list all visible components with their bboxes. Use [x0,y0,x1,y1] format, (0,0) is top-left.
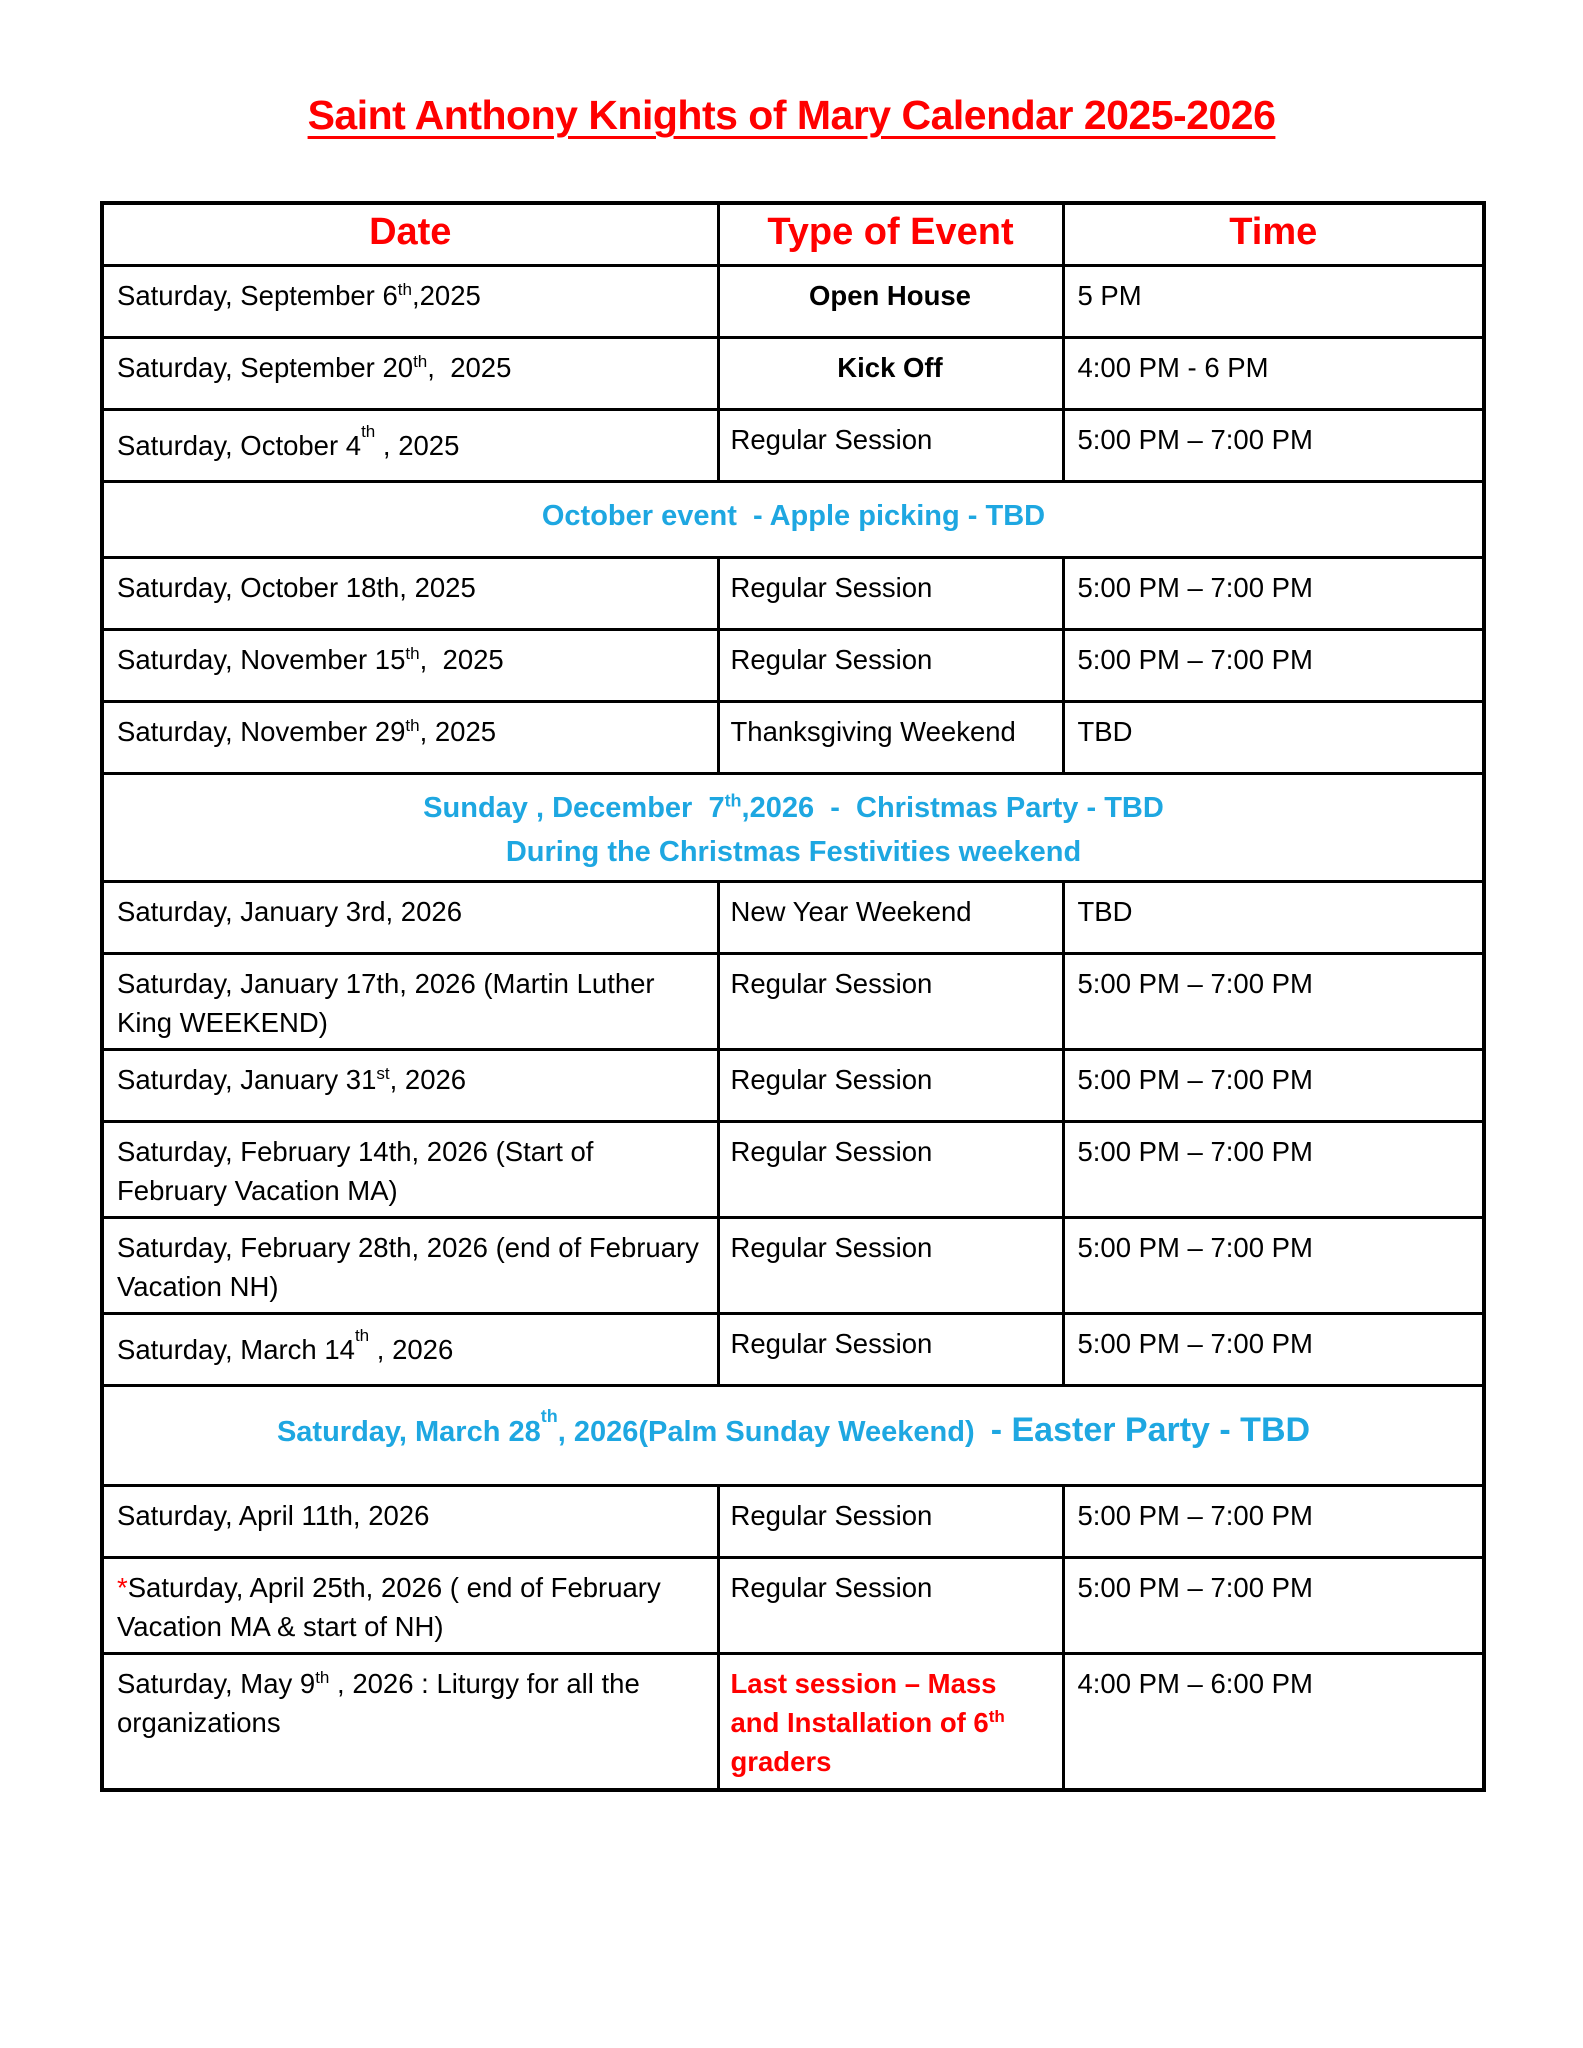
date-cell [102,1654,718,1790]
time-cell [1063,630,1484,702]
text-run: During the Christmas Festivities weekend [505,835,1082,868]
text-run: TBD [1077,716,1133,747]
table-header [102,203,1484,266]
date-cell [102,1314,718,1386]
text-run: Saturday, October 4 [117,429,362,461]
text-run: 5:00 PM – 7:00 PM [1077,644,1313,675]
time-cell [1063,954,1484,1050]
superscript-text: th [361,422,376,441]
text-run: Saturday, March 14 [117,1334,355,1366]
time-cell [1063,1314,1484,1386]
text-run: Kick Off [837,352,943,383]
text-run: October event - Apple picking - TBD [541,500,1046,532]
superscript-text: th [315,1668,330,1688]
banner-line [117,831,1470,875]
banner-cell [102,1386,1484,1486]
text-run: , 2025 [375,429,460,461]
date-cell [102,1558,718,1654]
text-run: Regular Session [730,968,933,999]
text-run: , 2025 [427,352,512,383]
text-run: graders [730,1707,1013,1778]
page-title: Saint Anthony Knights of Mary Calendar 2025-2026 [307,92,1276,138]
time-cell [1063,702,1484,774]
text-run: Last session – Mass and Installation of 6 [730,1668,1005,1739]
superscript-text: th [354,1326,370,1346]
text-run: Saturday, February 14th, 2026 (Start of February Vacation MA) [117,1136,602,1207]
time-cell [1063,1558,1484,1654]
text-run: 5:00 PM – 7:00 PM [1077,968,1313,999]
banner-line [117,787,1470,831]
text-run: 4:00 PM – 6:00 PM [1077,1668,1313,1700]
event-cell [718,338,1063,410]
row-november-15 [102,630,1484,702]
row-october-4 [102,410,1484,482]
text-run: Regular Session [730,572,933,603]
event-cell [718,410,1063,482]
title-wrap [0,0,1583,139]
row-november-29 [102,702,1484,774]
text-run: ,2026 - Christmas Party - TBD [741,792,1164,824]
text-run: , 2025 [419,644,504,675]
row-april-25 [102,1558,1484,1654]
event-cell [718,702,1063,774]
row-september-20 [102,338,1484,410]
time-cell [1063,1486,1484,1558]
text-run: Saturday, February 28th, 2026 (end of February Vacation NH) [117,1232,707,1303]
column-header-type-of-event: Type of Event [718,203,1063,266]
time-cell [1063,266,1484,338]
column-header-date: Date [102,203,718,266]
text-run: TBD [1077,896,1133,927]
text-run: Saturday, September 20 [117,352,414,383]
text-run: Saturday, January 17th, 2026 (Martin Luther King WEEKEND) [117,968,663,1039]
row-may-9 [102,1654,1484,1790]
event-cell [718,882,1063,954]
text-run: 5:00 PM – 7:00 PM [1077,1232,1313,1264]
text-run: 5:00 PM – 7:00 PM [1077,1572,1313,1604]
date-cell [102,558,718,630]
text-run: 5 PM [1077,280,1142,311]
text-run: - Easter Party - TBD [990,1411,1311,1450]
time-cell [1063,1654,1484,1790]
text-run: Regular Session [730,424,933,455]
event-cell [718,1122,1063,1218]
text-run: , 2026 [369,1334,454,1366]
text-run: Saturday, March 28 [276,1416,541,1449]
superscript-text: th [413,351,428,371]
date-cell [102,338,718,410]
banner-cell [102,774,1484,882]
text-run: , 2026 [389,1064,467,1096]
text-run: Saturday, January 3rd, 2026 [117,896,462,927]
row-march-14 [102,1314,1484,1386]
time-cell [1063,1122,1484,1218]
event-cell [718,266,1063,338]
row-january-3 [102,882,1484,954]
superscript-text: th [724,790,742,811]
text-run: Regular Session [730,1064,933,1096]
row-february-28 [102,1218,1484,1314]
text-run: Open House [809,280,971,311]
text-run: 5:00 PM – 7:00 PM [1077,1064,1313,1096]
superscript-text: st [376,1063,390,1083]
row-april-11 [102,1486,1484,1558]
time-cell [1063,1050,1484,1122]
text-run: Saturday, May 9 [117,1668,316,1700]
date-cell [102,954,718,1050]
event-cell [718,1314,1063,1386]
event-cell [718,1050,1063,1122]
text-run: Saturday, January 31 [117,1064,377,1096]
date-cell [102,1050,718,1122]
time-cell [1063,882,1484,954]
date-cell [102,1486,718,1558]
event-cell [718,630,1063,702]
text-run: Sunday , December 7 [423,792,725,824]
text-run: New Year Weekend [730,896,972,927]
event-cell [718,954,1063,1050]
text-run: Saturday, April 11th, 2026 [117,1500,430,1532]
date-cell [102,630,718,702]
date-cell [102,702,718,774]
text-run: 5:00 PM – 7:00 PM [1077,572,1313,603]
date-cell [102,882,718,954]
text-run: Regular Session [730,1572,933,1604]
text-run: , 2025 [419,716,497,747]
calendar-table [100,201,1486,1792]
event-cell [718,1218,1063,1314]
banner-line [117,495,1470,539]
banner-october [102,482,1484,558]
text-run: , 2026(Palm Sunday Weekend) [557,1416,991,1449]
superscript-text: th [540,1406,558,1427]
text-run: Regular Session [730,1232,933,1264]
date-cell [102,1218,718,1314]
text-run: * [117,1572,128,1604]
time-cell [1063,410,1484,482]
text-run: Thanksgiving Weekend [730,716,1016,747]
text-run: 5:00 PM – 7:00 PM [1077,1136,1313,1168]
date-cell [102,410,718,482]
banner-easter [102,1386,1484,1486]
time-cell [1063,338,1484,410]
text-run: , 2026 : Liturgy for all the organizations [117,1668,648,1739]
text-run: Saturday, October 18th, 2025 [117,572,476,603]
event-cell [718,558,1063,630]
text-run: Saturday, September 6 [117,280,398,311]
event-cell [718,1654,1063,1790]
row-february-14 [102,1122,1484,1218]
banner-christmas [102,774,1484,882]
event-cell [718,1558,1063,1654]
date-cell [102,266,718,338]
time-cell [1063,1218,1484,1314]
text-run: Regular Session [730,1328,933,1360]
table-body [102,266,1484,1790]
text-run: 5:00 PM – 7:00 PM [1077,1500,1313,1532]
row-january-31 [102,1050,1484,1122]
text-run: ,2025 [411,280,481,311]
text-run: Regular Session [730,1500,933,1532]
banner-line [117,1403,1470,1456]
time-cell [1063,558,1484,630]
text-run: Regular Session [730,1136,933,1168]
text-run: 4:00 PM - 6 PM [1077,352,1269,383]
banner-cell [102,482,1484,558]
row-october-18 [102,558,1484,630]
column-header-time: Time [1063,203,1484,266]
text-run: Saturday, November 29 [117,716,406,747]
text-run: Regular Session [730,644,933,675]
text-run: Saturday, April 25th, 2026 ( end of February Vacation MA & start of NH) [117,1572,669,1643]
row-september-6 [102,266,1484,338]
text-run: 5:00 PM – 7:00 PM [1077,424,1313,455]
superscript-text: th [405,715,420,735]
superscript-text: th [397,279,412,299]
text-run: 5:00 PM – 7:00 PM [1077,1328,1313,1360]
header-row [102,203,1484,266]
row-january-17 [102,954,1484,1050]
date-cell [102,1122,718,1218]
text-run: Saturday, November 15 [117,644,406,675]
superscript-text: th [988,1707,1005,1727]
superscript-text: th [405,643,420,663]
event-cell [718,1486,1063,1558]
